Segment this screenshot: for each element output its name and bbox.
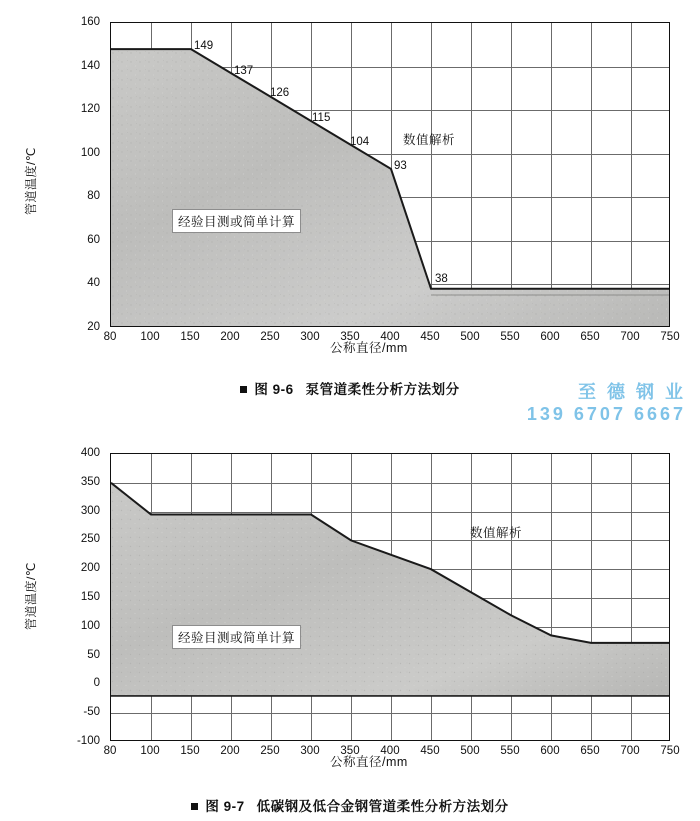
x-tick-fig2-650: 650 [580, 745, 600, 757]
y-tick-fig2-100: 100 [80, 619, 100, 632]
plot-area-fig2 [110, 453, 670, 741]
y-tick-fig2-m50: -50 [83, 706, 100, 719]
y-tick-fig2-200: 200 [80, 562, 100, 575]
x-tick-fig1-450: 450 [420, 331, 440, 343]
y-tick-fig1-100: 100 [80, 146, 100, 159]
x-axis-label-fig2: 公称直径/mm [330, 755, 408, 769]
x-tick-fig2-450: 450 [420, 745, 440, 757]
x-tick-fig2-700: 700 [620, 745, 640, 757]
y-tick-fig2-400: 400 [80, 447, 100, 459]
caption-text: 泵管道柔性分析方法划分 [305, 382, 460, 397]
caption-number: 图 9-7 [205, 799, 245, 814]
x-tick-fig1-500: 500 [460, 331, 480, 343]
watermark-line-1: 至 德 钢 业 [577, 382, 686, 402]
x-axis-label-fig1: 公称直径/mm [330, 341, 408, 355]
x-tick-fig1-750: 750 [660, 331, 680, 343]
empirical-region-fill-fig2 [111, 454, 670, 741]
x-tick-fig2-250: 250 [260, 745, 280, 757]
x-tick-fig1-650: 650 [580, 331, 600, 343]
y-tick-fig2-50: 50 [87, 648, 100, 661]
x-tick-fig1-80: 80 [103, 331, 117, 343]
x-tick-fig2-550: 550 [500, 745, 520, 757]
watermark-line-2: 139 6707 6667 [526, 404, 686, 424]
x-tick-fig1-250: 250 [260, 331, 280, 343]
plot-area-fig1 [110, 22, 670, 327]
x-tick-fig2-100: 100 [140, 745, 160, 757]
caption-number: 图 9-6 [254, 382, 294, 397]
y-tick-fig2-300: 300 [80, 504, 100, 517]
caption-text: 低碳钢及低合金钢管道柔性分析方法划分 [256, 799, 509, 814]
x-tick-fig2-600: 600 [540, 745, 560, 757]
y-tick-fig2-m100: -100 [76, 735, 100, 747]
x-tick-fig1-200: 200 [220, 331, 240, 343]
x-tick-fig1-600: 600 [540, 331, 560, 343]
caption-bullet-icon [191, 803, 198, 810]
region-label-numerical-fig2: 数值解析 [470, 526, 523, 540]
x-tick-fig2-150: 150 [180, 745, 200, 757]
data-label-38: 38 [435, 273, 448, 285]
x-tick-fig1-300: 300 [300, 331, 320, 343]
x-tick-fig1-100: 100 [140, 331, 160, 343]
y-tick-fig2-350: 350 [80, 475, 100, 488]
x-tick-fig2-500: 500 [460, 745, 480, 757]
x-tick-fig2-400: 400 [380, 745, 400, 757]
region-label-numerical-fig1: 数值解析 [403, 133, 456, 147]
data-label-137: 137 [234, 65, 254, 77]
y-tick-fig1-20: 20 [87, 321, 100, 333]
y-tick-fig1-140: 140 [80, 59, 100, 72]
y-tick-fig1-120: 120 [80, 103, 100, 116]
x-tick-fig2-750: 750 [660, 745, 680, 757]
x-tick-fig2-300: 300 [300, 745, 320, 757]
x-tick-fig1-150: 150 [180, 331, 200, 343]
region-label-empirical-fig2: 经验目测或简单计算 [172, 625, 301, 649]
y-tick-fig2-150: 150 [80, 591, 100, 603]
x-tick-fig1-550: 550 [500, 331, 520, 343]
figure-caption-9-7 [0, 795, 700, 815]
y-tick-fig2-0: 0 [93, 677, 100, 690]
data-label-115: 115 [312, 112, 331, 124]
y-tick-fig1-40: 40 [87, 277, 100, 290]
x-tick-fig1-700: 700 [620, 331, 640, 343]
data-label-126: 126 [270, 87, 290, 99]
data-label-104: 104 [350, 136, 370, 148]
y-tick-fig1-80: 80 [87, 190, 100, 203]
x-tick-fig1-350: 350 [340, 331, 360, 343]
x-tick-fig2-200: 200 [220, 745, 240, 757]
y-tick-fig2-250: 250 [80, 533, 100, 546]
figure-9-7 [0, 415, 700, 821]
data-label-93: 93 [394, 160, 407, 172]
caption-bullet-icon [240, 386, 247, 393]
x-tick-fig2-80: 80 [103, 745, 117, 757]
data-label-149: 149 [194, 40, 214, 52]
y-axis-label-fig1: 管道温度/℃ [24, 147, 38, 215]
region-label-empirical-fig1: 经验目测或简单计算 [172, 209, 301, 233]
y-axis-label-fig2: 管道温度/℃ [24, 562, 38, 630]
y-tick-fig1-60: 60 [87, 233, 100, 246]
y-tick-fig1-160: 160 [80, 16, 100, 28]
empirical-region-fill [111, 23, 670, 327]
x-tick-fig1-400: 400 [380, 331, 400, 343]
x-tick-fig2-350: 350 [340, 745, 360, 757]
